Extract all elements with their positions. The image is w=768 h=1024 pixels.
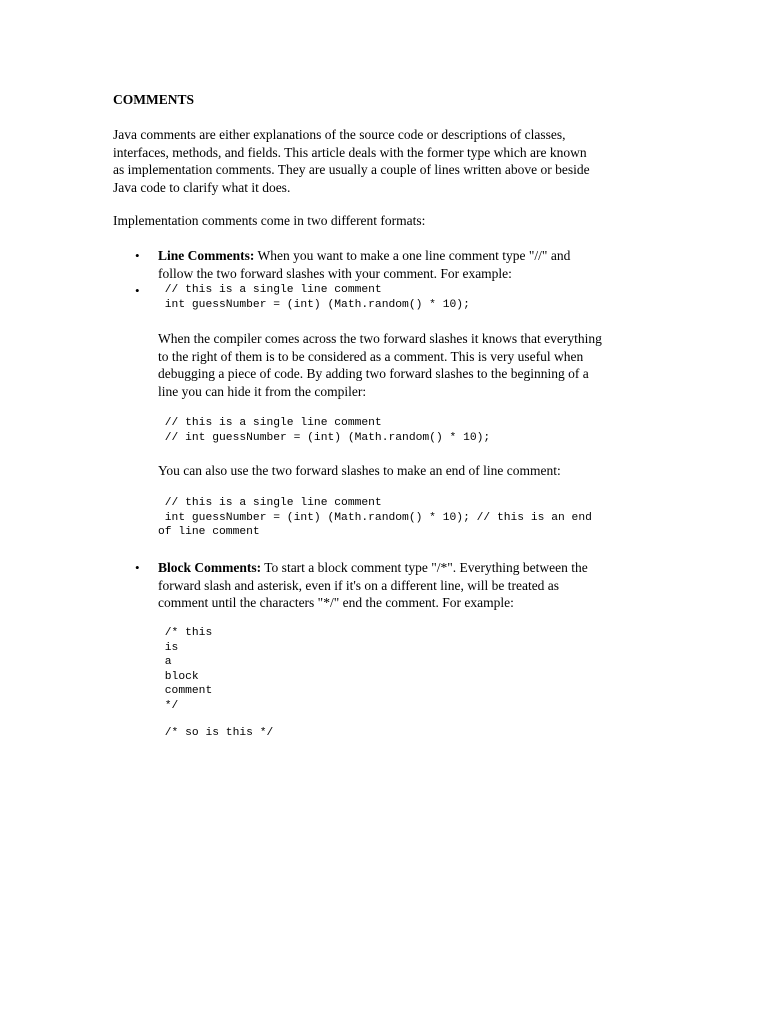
intro-line: Java code to clarify what it does. bbox=[113, 179, 291, 195]
explanation-line: line you can hide it from the compiler: bbox=[158, 383, 367, 399]
line-comments-label: Line Comments: bbox=[158, 248, 255, 263]
line-comments-intro bbox=[158, 247, 570, 265]
code-line: // this is a single line comment bbox=[158, 284, 382, 296]
intro-line: as implementation comments. They are usually a couple of lines written above or beside bbox=[113, 162, 590, 177]
bullet-marker: • bbox=[135, 560, 140, 575]
explanation-line: When the compiler comes across the two forward slashes it knows that everything bbox=[158, 331, 602, 346]
code-line: block bbox=[158, 670, 199, 683]
code-line: /* this bbox=[158, 627, 213, 639]
code-line: a bbox=[158, 656, 172, 669]
code-line: is bbox=[158, 641, 179, 654]
code-line: int guessNumber = (int) (Math.random() * 10); // this is an end bbox=[158, 511, 592, 524]
code-line: of line comment bbox=[158, 526, 260, 539]
intro-line: interfaces, methods, and fields. This article deals with the former type which are known bbox=[113, 144, 587, 160]
code-line: */ bbox=[158, 700, 179, 712]
bullet-marker: • bbox=[135, 248, 140, 263]
block-comments-intro bbox=[158, 559, 588, 577]
line-comments-text: follow the two forward slashes with your comment. For example: bbox=[158, 265, 512, 281]
code-line: // this is a single line comment bbox=[158, 417, 382, 429]
block-comments-text: To start a block comment type "/*". Everything between the bbox=[261, 560, 588, 575]
bullet-marker: • bbox=[135, 283, 140, 298]
block-comments-text: forward slash and asterisk, even if it's on a different line, will be treated as bbox=[158, 577, 560, 593]
code-line: // this is a single line comment bbox=[158, 497, 382, 509]
intro-line: Java comments are either explanations of the source code or descriptions of classes, bbox=[113, 127, 566, 142]
code-line: int guessNumber = (int) (Math.random() * 10); bbox=[158, 298, 470, 311]
code-line: // int guessNumber = (int) (Math.random() * 10); bbox=[158, 431, 491, 444]
line-comments-text: When you want to make a one line comment type "//" and bbox=[254, 248, 571, 263]
block-comments-text: comment until the characters "*/" end the comment. For example: bbox=[158, 595, 514, 610]
end-of-line-intro: You can also use the two forward slashes to make an end of line comment: bbox=[158, 463, 561, 478]
code-line: comment bbox=[158, 685, 213, 698]
formats-intro: Implementation comments come in two different formats: bbox=[113, 213, 426, 228]
heading: COMMENTS bbox=[113, 92, 194, 107]
block-comments-label: Block Comments: bbox=[158, 560, 262, 575]
code-line: /* so is this */ bbox=[158, 727, 274, 739]
explanation-line: debugging a piece of code. By adding two forward slashes to the beginning of a bbox=[158, 366, 589, 381]
explanation-line: to the right of them is to be considered as a comment. This is very useful when bbox=[158, 348, 584, 364]
